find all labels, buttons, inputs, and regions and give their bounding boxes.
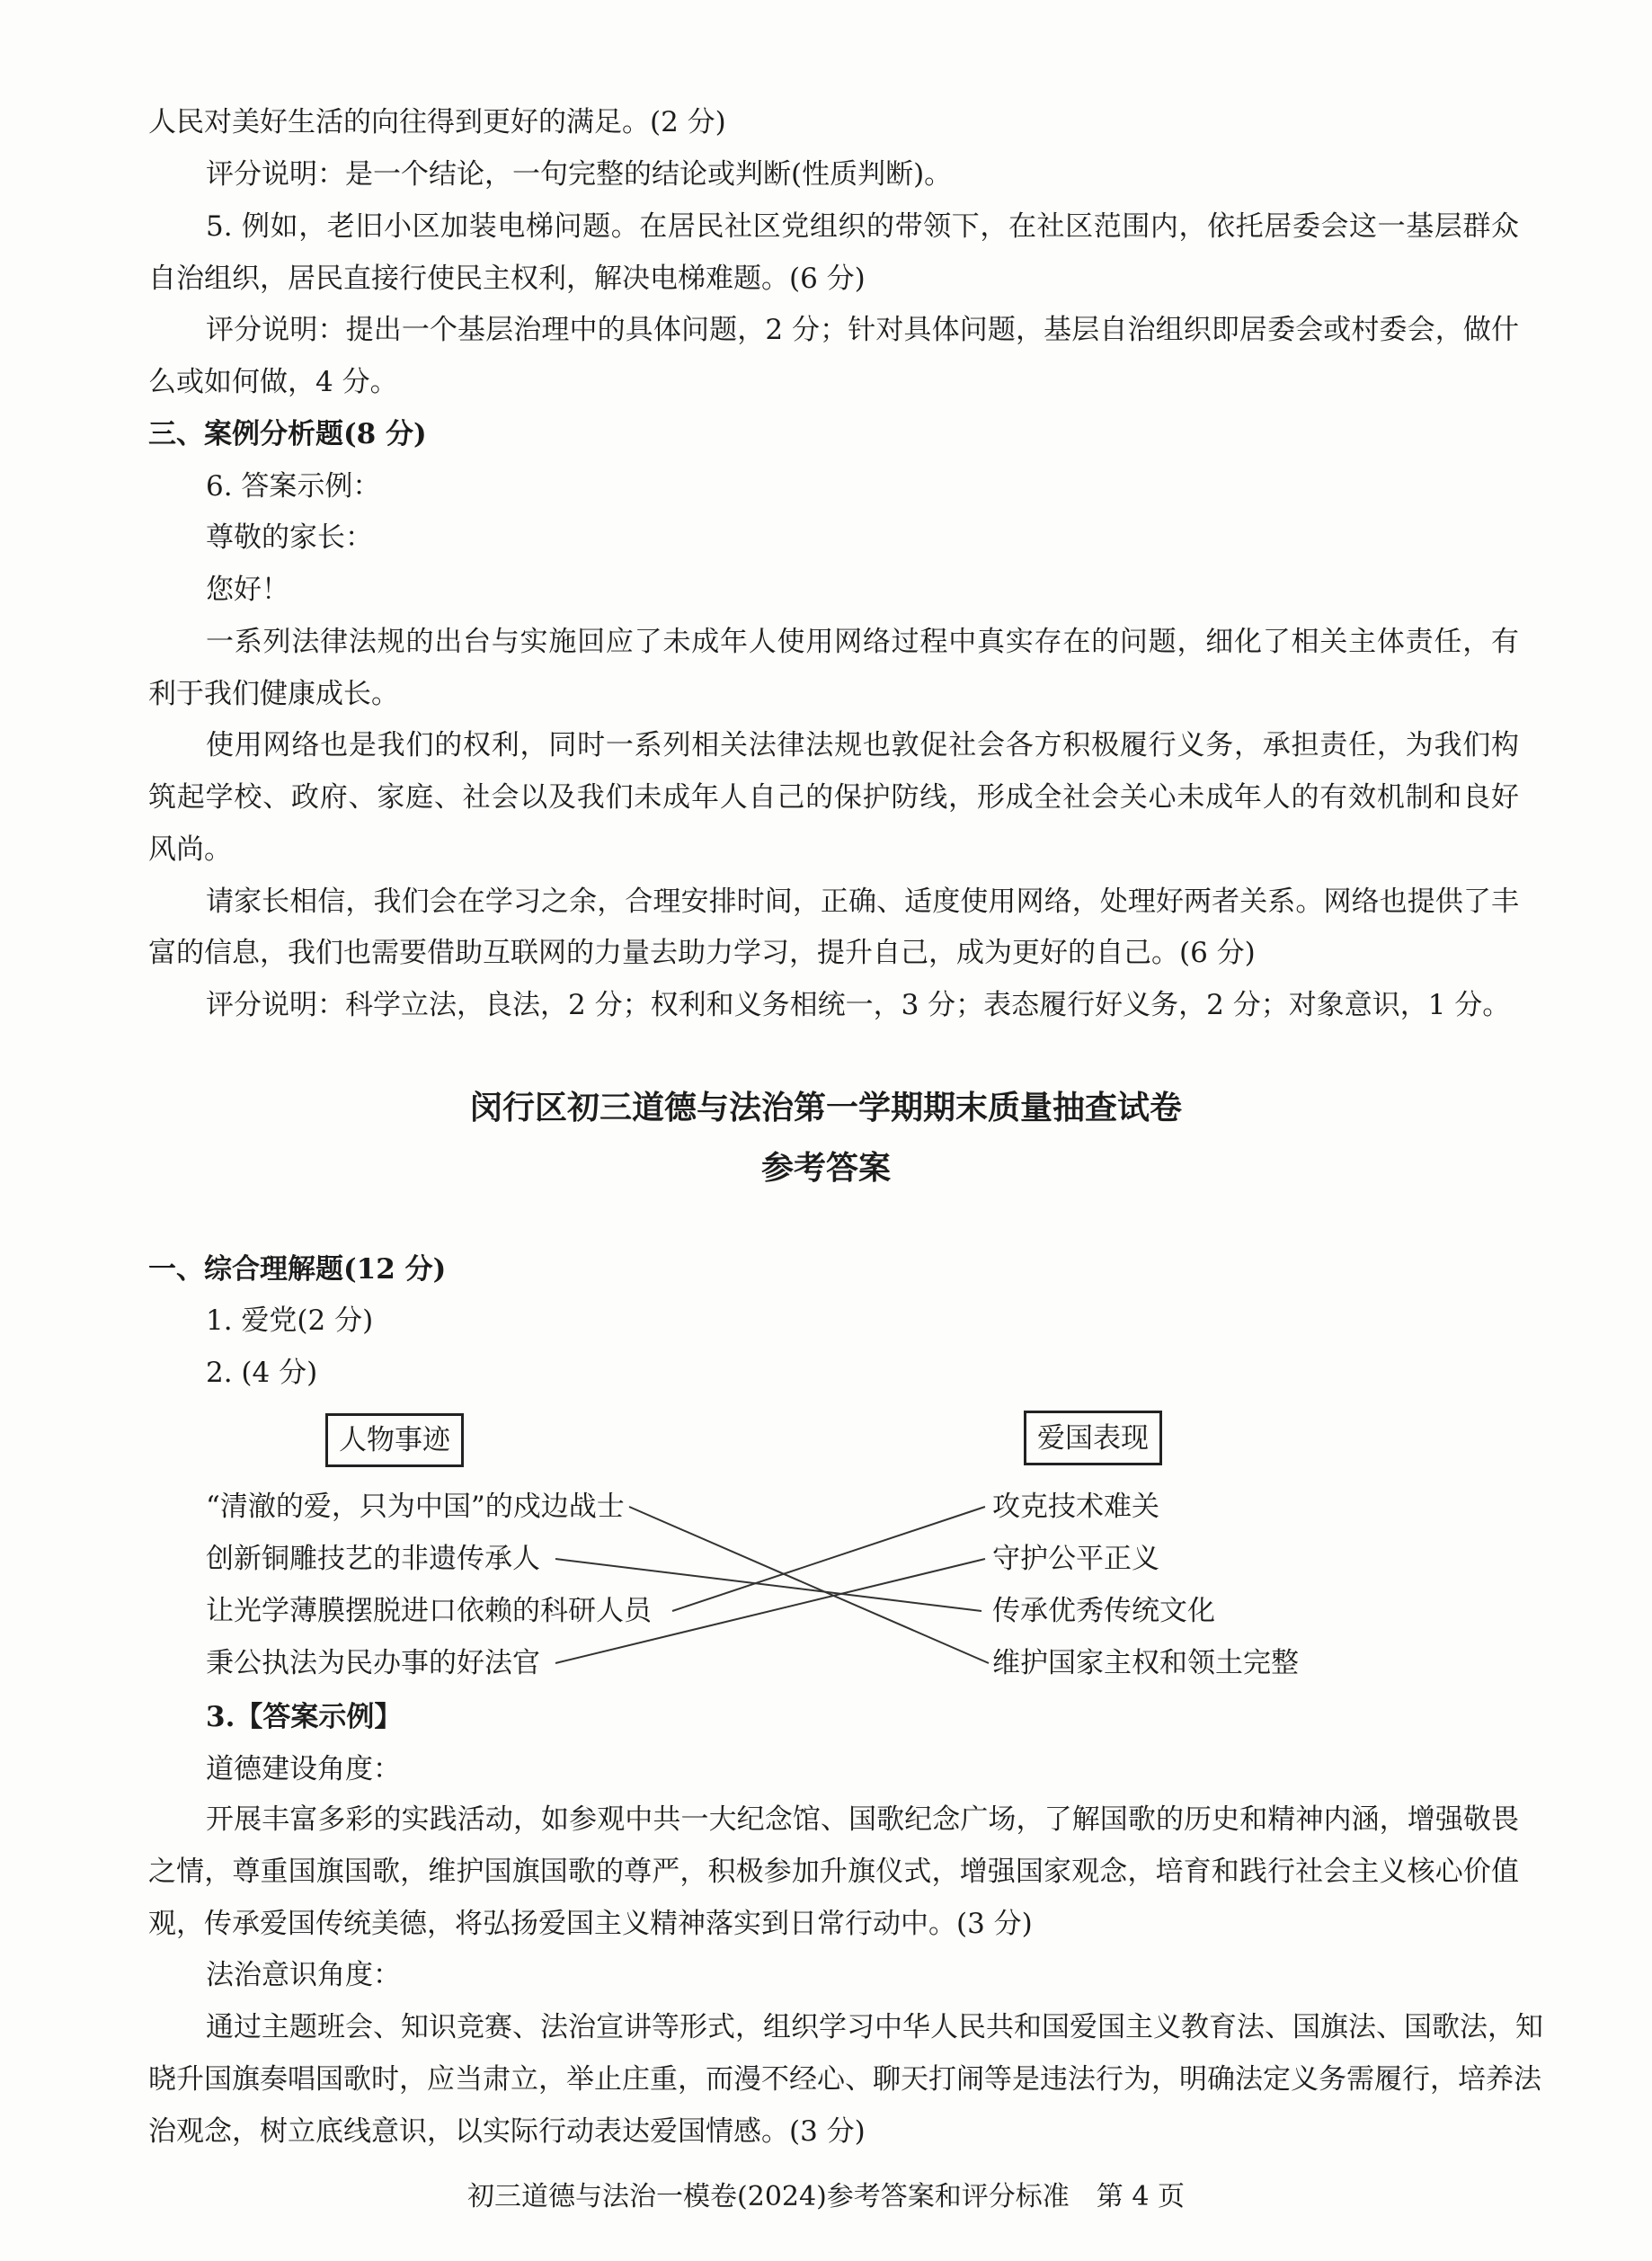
- text-line: 法治意识角度：: [206, 1959, 401, 1991]
- left-item: 创新铜雕技艺的非遗传承人: [206, 1543, 540, 1575]
- right-item: 传承优秀传统文化: [992, 1595, 1215, 1627]
- text-line: 之情，尊重国旗国歌，维护国旗国歌的尊严，积极参加升旗仪式，增强国家观念，培育和践行社会主义核心价值: [148, 1856, 1519, 1888]
- text-line: 5. 例如，老旧小区加装电梯问题。在居民社区党组织的带领下，在社区范围内，依托居委会这一基层群众: [206, 210, 1519, 243]
- text-line: 6. 答案示例：: [206, 470, 381, 503]
- right-item: 守护公平正义: [992, 1543, 1159, 1575]
- text-line: 风尚。: [148, 833, 232, 866]
- connector-line: [555, 1559, 985, 1663]
- text-line: 尊敬的家长：: [206, 521, 373, 554]
- text-line: 您好！: [206, 574, 289, 606]
- text-line: 道德建设角度：: [206, 1753, 401, 1785]
- text-line: 晓升国旗奏唱国歌时，应当肃立，举止庄重，而漫不经心、聊天打闹等是违法行为，明确法定义务需履行，培养法: [148, 2063, 1541, 2096]
- text-line: 2. (4 分): [206, 1357, 318, 1389]
- scoring-note: 评分说明：提出一个基层治理中的具体问题，2 分；针对具体问题，基层自治组织即居委会或村委会，做什: [206, 314, 1519, 346]
- text-line: 一系列法律法规的出台与实施回应了未成年人使用网络过程中真实存在的问题，细化了相关主体责任，有: [206, 626, 1519, 658]
- text-line: 么或如何做，4 分。: [148, 366, 398, 398]
- left-header-box: 人物事迹: [325, 1413, 464, 1467]
- left-item: 秉公执法为民办事的好法官: [206, 1647, 540, 1679]
- text-line: 观，传承爱国传统美德，将弘扬爱国主义精神落实到日常行动中。(3 分): [148, 1908, 1033, 1940]
- text-line: 开展丰富多彩的实践活动，如参观中共一大纪念馆、国歌纪念广场，了解国歌的历史和精神内涵，增强敬畏: [206, 1803, 1519, 1836]
- text-line: 治观念，树立底线意识，以实际行动表达爱国情感。(3 分): [148, 2115, 866, 2148]
- text-line: 通过主题班会、知识竞赛、法治宣讲等形式，组织学习中华人民共和国爱国主义教育法、国旗法、国歌法，知: [206, 2011, 1543, 2043]
- text-line: 3.【答案示例】: [206, 1701, 403, 1733]
- text-line: 利于我们健康成长。: [148, 678, 399, 710]
- text-line: 富的信息，我们也需要借助互联网的力量去助力学习，提升自己，成为更好的自己。(6 分): [148, 937, 1256, 969]
- text-line: 自治组织，居民直接行使民主权利，解决电梯难题。(6 分): [148, 263, 866, 295]
- document-subtitle: 参考答案: [760, 1149, 891, 1187]
- text-line: 请家长相信，我们会在学习之余，合理安排时间，正确、适度使用网络，处理好两者关系。网络也提供了丰: [206, 886, 1519, 918]
- section-heading: 三、案例分析题(8 分): [148, 418, 427, 450]
- section-heading: 一、综合理解题(12 分): [148, 1253, 447, 1286]
- left-item: 让光学薄膜摆脱进口依赖的科研人员: [206, 1595, 652, 1627]
- right-item: 维护国家主权和领土完整: [992, 1647, 1299, 1679]
- text-line: 1. 爱党(2 分): [206, 1304, 374, 1337]
- text-line: 使用网络也是我们的权利，同时一系列相关法律法规也敦促社会各方积极履行义务，承担责任，为我们构: [206, 729, 1519, 761]
- right-header-box: 爱国表现: [1024, 1411, 1162, 1465]
- connector-line: [629, 1507, 989, 1663]
- right-item: 攻克技术难关: [992, 1491, 1159, 1523]
- scoring-note: 评分说明：是一个结论，一句完整的结论或判断(性质判断)。: [206, 158, 953, 191]
- text-line: 筑起学校、政府、家庭、社会以及我们未成年人自己的保护防线，形成全社会关心未成年人的有效机制和良好: [148, 781, 1519, 814]
- left-item: “清澈的爱，只为中国”的戍边战士: [206, 1491, 625, 1523]
- text-line: 人民对美好生活的向往得到更好的满足。(2 分): [148, 106, 726, 138]
- page-footer: 初三道德与法治一模卷(2024)参考答案和评分标准 第 4 页: [467, 2181, 1185, 2212]
- document-title: 闵行区初三道德与法治第一学期期末质量抽查试卷: [469, 1089, 1182, 1126]
- connector-line: [672, 1507, 985, 1611]
- scoring-note: 评分说明：科学立法，良法，2 分；权利和义务相统一，3 分；表态履行好义务，2 分；对象意识，1 分。: [206, 989, 1511, 1021]
